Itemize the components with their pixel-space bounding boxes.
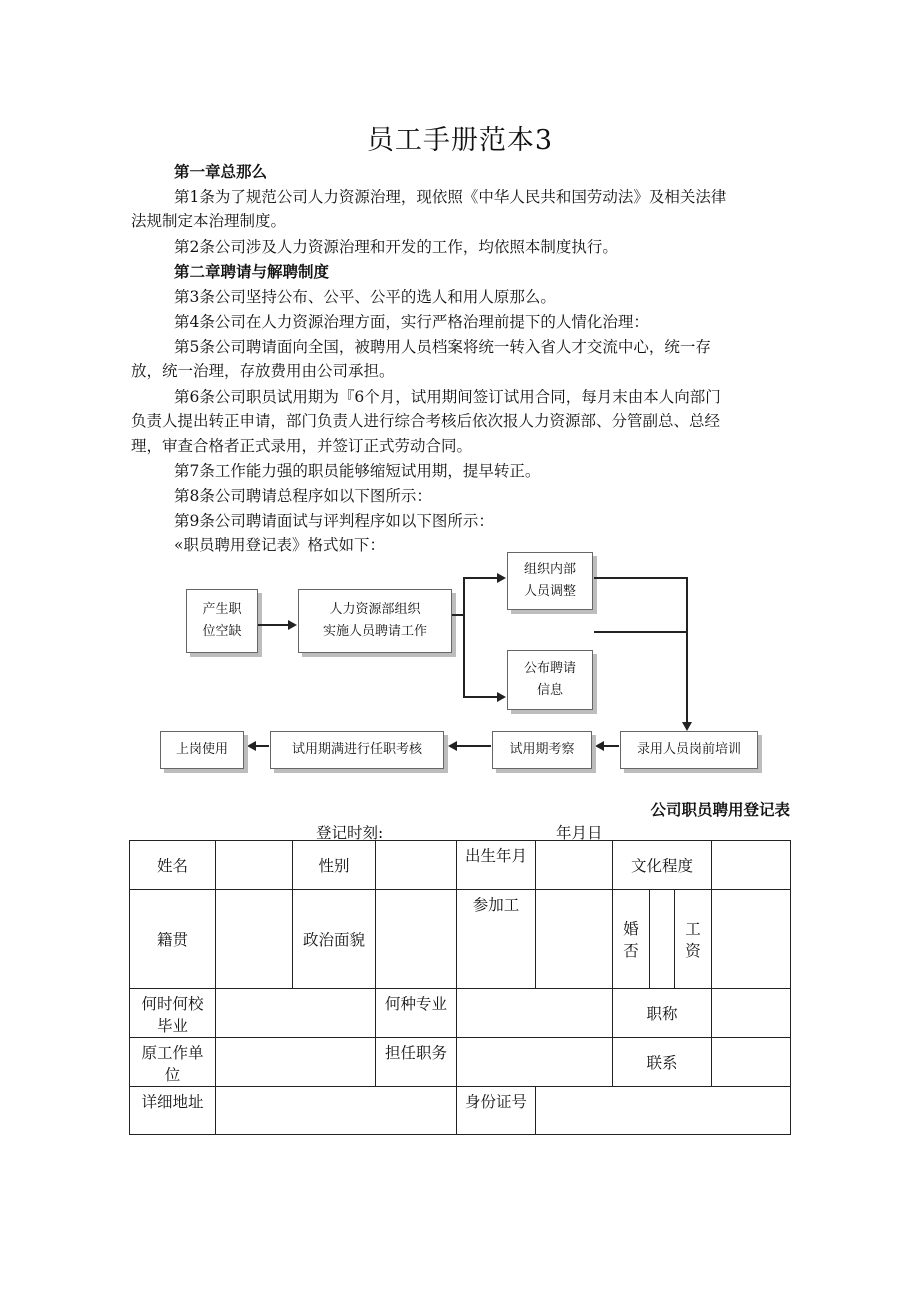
label-gender: 性别 [293,841,376,890]
article-6-cont-1: 负责人提出转正申请，部门负责人进行综合考核后依次报人力资源部、分管副总、总经 [131,412,721,430]
flow-arrowhead [448,741,457,751]
article-3: 第3条公司坚持公布、公平、公平的选人和用人原那么。 [174,288,556,306]
document-title: 员工手册范本3 [366,125,554,156]
flow-connector [463,577,465,697]
label-major: 何种专业 [376,989,457,1038]
form-title: 公司职员聘用登记表 [650,801,790,819]
field-position[interactable] [457,1038,613,1087]
label-professional-title: 职称 [613,989,712,1038]
field-id-number[interactable] [536,1087,791,1135]
label-married-line2: 否 [623,942,639,960]
article-5: 第5条公司聘请面向全国，被聘用人员档案将统一转入省人才交流中心，统一存 [174,338,711,356]
article-6-cont-2: 理，审查合格者正式录用，并签订正式劳动合同。 [131,437,473,455]
flow-box-hr-org-line1: 人力资源部组织 [329,602,421,617]
flow-box-vacancy-line1: 产生职 [202,602,242,617]
flow-box-internal-adjust [507,552,593,610]
label-education: 文化程度 [613,841,712,890]
label-married [613,890,650,989]
article-9: 第9条公司聘请面试与评判程序如以下图所示： [174,512,494,530]
flow-box-training: 录用人员岗前培训 [620,731,758,769]
flow-arrow-line [463,696,498,698]
field-previous-unit[interactable] [216,1038,376,1087]
field-married[interactable] [650,890,675,989]
field-address[interactable] [216,1087,457,1135]
registration-form-table [129,840,791,1135]
chapter-1-heading: 第一章总那么 [174,162,268,181]
article-1: 第1条为了规范公司人力资源治理，现依照《中华人民共和国劳动法》及相关法律 [174,188,727,206]
article-5-cont: 放，统一治理，存放费用由公司承担。 [131,362,395,380]
label-contact: 联系 [613,1038,712,1087]
label-salary-line2: 资 [685,942,701,960]
label-previous-unit [130,1038,216,1087]
field-professional-title[interactable] [712,989,791,1038]
chapter-2-heading: 第二章聘请与解聘制度 [174,262,330,281]
flow-arrow-line [463,577,498,579]
registration-time-label: 登记时刻: [316,824,384,842]
field-major[interactable] [457,989,613,1038]
flow-box-onboard: 上岗使用 [160,731,244,769]
flow-box-hr-org-line2: 实施人员聘请工作 [322,624,427,639]
flow-arrow-line [255,745,269,747]
flow-arrowhead [595,741,604,751]
flow-arrowhead [682,722,692,731]
label-position: 担任职务 [376,1038,457,1087]
label-salary-line1: 工 [685,920,701,938]
flow-box-hr-org [298,589,452,653]
flow-arrow-line [686,577,688,724]
field-contact[interactable] [712,1038,791,1087]
label-birth: 出生年月 [457,841,536,890]
label-native-place: 籍贯 [130,890,216,989]
label-previous-unit-line1: 原工作单 [141,1044,204,1062]
field-birth[interactable] [536,841,613,890]
label-join-work: 参加工 [457,890,536,989]
field-join-work[interactable] [536,890,613,989]
flow-arrow-line [456,745,491,747]
flow-box-probation-review: 试用期考察 [492,731,592,769]
registration-date-label: 年月日 [556,824,603,842]
flow-box-vacancy [186,589,258,653]
article-6: 第6条公司职员试用期为『6个月，试用期间签订试用合同，每月末由本人向部门 [174,388,721,406]
label-married-line1: 婚 [623,920,639,938]
field-native-place[interactable] [216,890,293,989]
flow-arrow-line [603,745,619,747]
article-7: 第7条工作能力强的职员能够缩短试用期，提早转正。 [174,462,541,480]
label-name: 姓名 [130,841,216,890]
flow-box-publish-line2: 信息 [536,683,563,698]
label-previous-unit-line2: 位 [164,1066,181,1084]
field-gender[interactable] [376,841,457,890]
flow-arrowhead [497,692,506,702]
label-graduation-line2: 毕业 [156,1017,188,1035]
flow-box-publish-line1: 公布聘请 [523,661,576,676]
flow-box-evaluation: 试用期满进行任职考核 [270,731,444,769]
label-politics: 政治面貌 [293,890,376,989]
field-salary[interactable] [712,890,791,989]
article-8: 第8条公司聘请总程序如以下图所示： [174,487,432,505]
flow-arrowhead [288,620,297,630]
flow-arrow-line [258,624,289,626]
field-politics[interactable] [376,890,457,989]
article-2: 第2条公司涉及人力资源治理和开发的工作，均依照本制度执行。 [174,238,618,256]
label-salary [675,890,712,989]
article-4: 第4条公司在人力资源治理方面，实行严格治理前提下的人情化治理： [174,313,649,331]
flow-box-internal-line1: 组织内部 [523,562,576,577]
flow-connector [594,631,688,633]
field-graduation[interactable] [216,989,376,1038]
label-graduation [130,989,216,1038]
label-graduation-line1: 何时何校 [141,995,204,1013]
flow-connector [594,577,688,579]
flow-arrowhead [497,573,506,583]
article-1-cont: 法规制定本治理制度。 [131,212,287,230]
field-education[interactable] [712,841,791,890]
label-id-number: 身份证号 [457,1087,536,1135]
flow-box-vacancy-line2: 位空缺 [202,624,242,639]
label-address: 详细地址 [130,1087,216,1135]
field-name[interactable] [216,841,293,890]
form-format-note: «职员聘用登记表》格式如下： [174,536,385,554]
flow-box-publish-info [507,650,593,710]
flow-box-internal-line2: 人员调整 [523,584,576,599]
flow-arrowhead [247,741,256,751]
